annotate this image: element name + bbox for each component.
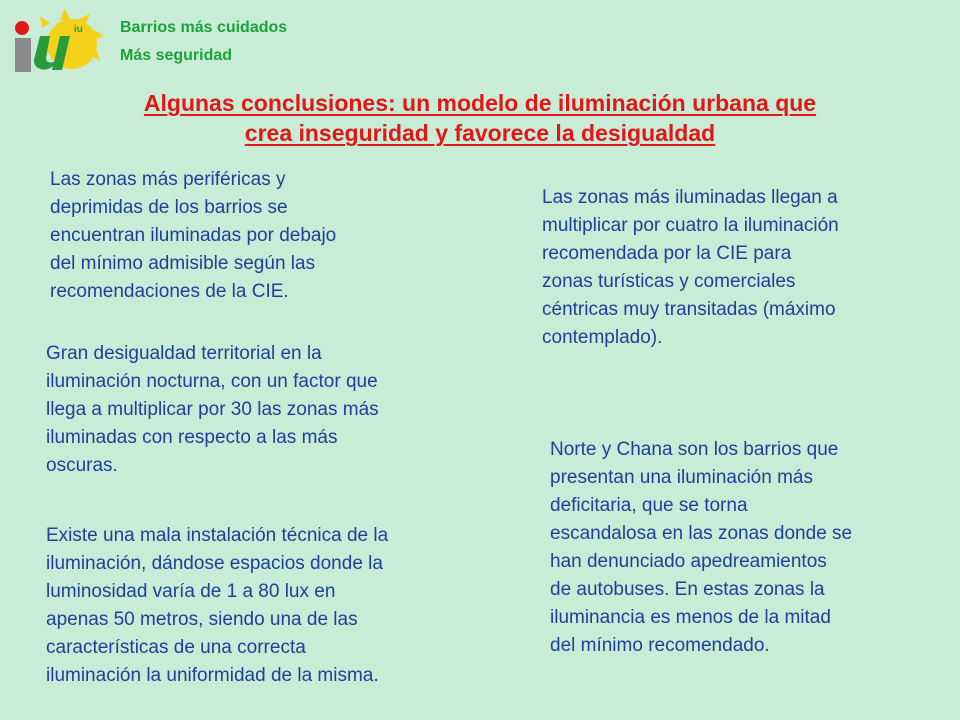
text-line: recomendaciones de la CIE.	[50, 281, 289, 302]
text-line: zonas turísticas y comerciales	[542, 271, 796, 292]
text-line: Norte y Chana son los barrios que	[550, 439, 839, 460]
text-line: características de una correcta	[46, 637, 306, 658]
text-line: apenas 50 metros, siendo una de las	[46, 609, 358, 630]
text-line: deficitaria, que se torna	[550, 495, 748, 516]
text-line: céntricas muy transitadas (máximo	[542, 299, 836, 320]
page-title	[0, 88, 960, 148]
paragraph-instalacion	[46, 522, 496, 690]
party-logo	[10, 6, 110, 76]
text-line: del mínimo admisible según las	[50, 253, 316, 274]
text-line: presentan una iluminación más	[550, 467, 813, 488]
paragraph-desigualdad	[46, 340, 486, 480]
text-line: multiplicar por cuatro la iluminación	[542, 215, 839, 236]
text-line: del mínimo recomendado.	[550, 635, 770, 656]
text-line: de autobuses. En estas zonas la	[550, 579, 825, 600]
text-line: deprimidas de los barrios se	[50, 197, 288, 218]
svg-text:iu: iu	[74, 24, 83, 35]
text-line: iluminación la uniformidad de la misma.	[46, 665, 379, 686]
text-line: llega a multiplicar por 30 las zonas más	[46, 399, 379, 420]
title-line-1: Algunas conclusiones: un modelo de iluminación urbana que	[143, 90, 817, 116]
paragraph-norte-chana	[550, 436, 950, 660]
text-line: han denunciado apedreamientos	[550, 551, 827, 572]
text-line: iluminadas con respecto a las más	[46, 427, 338, 448]
tagline-barrios: Barrios más cuidados	[120, 19, 288, 36]
text-line: escandalosa en las zonas donde se	[550, 523, 853, 544]
text-line: encuentran iluminadas por debajo	[50, 225, 337, 246]
paragraph-periferia	[50, 166, 430, 306]
paragraph-zonas-iluminadas	[542, 184, 937, 352]
text-line: Gran desigualdad territorial en la	[46, 343, 322, 364]
text-line: iluminación, dándose espacios donde la	[46, 553, 383, 574]
text-line: luminosidad varía de 1 a 80 lux en	[46, 581, 336, 602]
text-line: iluminancia es menos de la mitad	[550, 607, 831, 628]
text-line: contemplado).	[542, 327, 663, 348]
text-line: recomendada por la CIE para	[542, 243, 792, 264]
text-line: Las zonas más periféricas y	[50, 169, 286, 190]
text-line: Las zonas más iluminadas llegan a	[542, 187, 838, 208]
tagline-seguridad: Más seguridad	[120, 47, 233, 64]
text-line: iluminación nocturna, con un factor que	[46, 371, 378, 392]
text-line: oscuras.	[46, 455, 118, 476]
title-line-2: crea inseguridad y favorece la desigualdad	[244, 120, 716, 146]
text-line: Existe una mala instalación técnica de la	[46, 525, 389, 546]
